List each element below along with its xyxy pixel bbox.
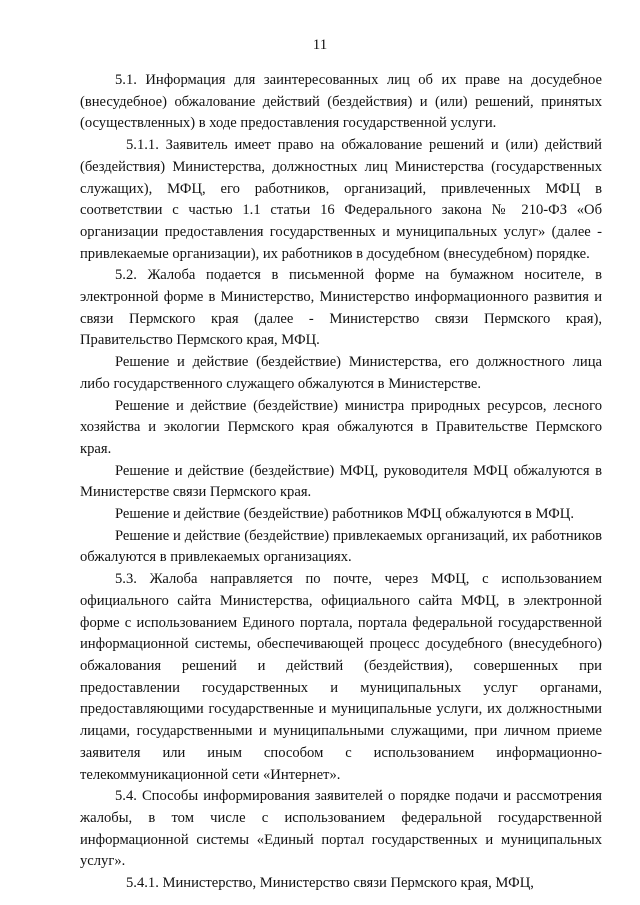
paragraph-5-2: 5.2. Жалоба подается в письменной форме на бумажном носителе, в электронной форме в Министерство, Министерство информационного развития и связи Пермского края (далее - Министерство связи Пермского края), Правительство Пермского края, МФЦ. <box>80 267 602 349</box>
paragraph-5-2-organizations: Решение и действие (бездействие) привлекаемых организаций, их работников обжалуются в привлекаемых организациях. <box>80 527 602 566</box>
paragraph-5-2-ministry: Решение и действие (бездействие) Министерства, его должностного лица либо государственного служащего обжалуются в Министерстве. <box>80 354 602 392</box>
paragraph-5-1-1: 5.1.1. Заявитель имеет право на обжалование решений и (или) действий (бездействия) Министерства, должностных лиц Министерства (государственных служащих), МФЦ, его работников, организаций, привлеченных МФЦ в соответствии с частью 1.1 статьи 16 Федерального закона № 210-ФЗ «Об организации предоставления государственных и муниципальных услуг» (далее - привлекаемые организации), их работников в досудебном (внесудебном) порядке. <box>80 137 602 262</box>
paragraph-5-4: 5.4. Способы информирования заявителей о порядке подачи и рассмотрения жалобы, в том числе с использованием федеральной государственной информационной системы «Единый портал государственных и муниципальных услуг». <box>80 788 602 870</box>
document-body <box>80 70 602 895</box>
paragraph-5-2-minister: Решение и действие (бездействие) министра природных ресурсов, лесного хозяйства и экологии Пермского края обжалуются в Правительстве Пермского края. <box>80 397 602 457</box>
paragraph-5-3: 5.3. Жалоба направляется по почте, через МФЦ, с использованием официального сайта Министерства, официального сайта МФЦ, в электронной форме с использованием Единого портала, портала федеральной государственной информационной системы, обеспечивающей процесс досудебного (внесудебного) обжалования решений и действий (бездействия), совершенных при предоставлении государственных и муниципальных услуг органами, предоставляющими государственные и муниципальные услуги, их должностными лицами, государственными и муниципальными служащими, при личном приеме заявителя или иным способом с использованием информационно-телекоммуникационной сети «Интернет». <box>80 571 602 783</box>
paragraph-5-1: 5.1. Информация для заинтересованных лиц об их праве на досудебное (внесудебное) обжалование действий (бездействия) и (или) решений, принятых (осуществленных) в ходе предоставления государственной услуги. <box>80 72 602 132</box>
paragraph-5-2-mfc: Решение и действие (бездействие) МФЦ, руководителя МФЦ обжалуются в Министерстве связи Пермского края. <box>80 462 602 501</box>
paragraph-5-2-mfc-workers: Решение и действие (бездействие) работников МФЦ обжалуются в МФЦ. <box>115 506 574 523</box>
page-number: 11 <box>312 37 328 53</box>
paragraph-5-4-1: 5.4.1. Министерство, Министерство связи Пермского края, МФЦ, <box>126 875 534 892</box>
